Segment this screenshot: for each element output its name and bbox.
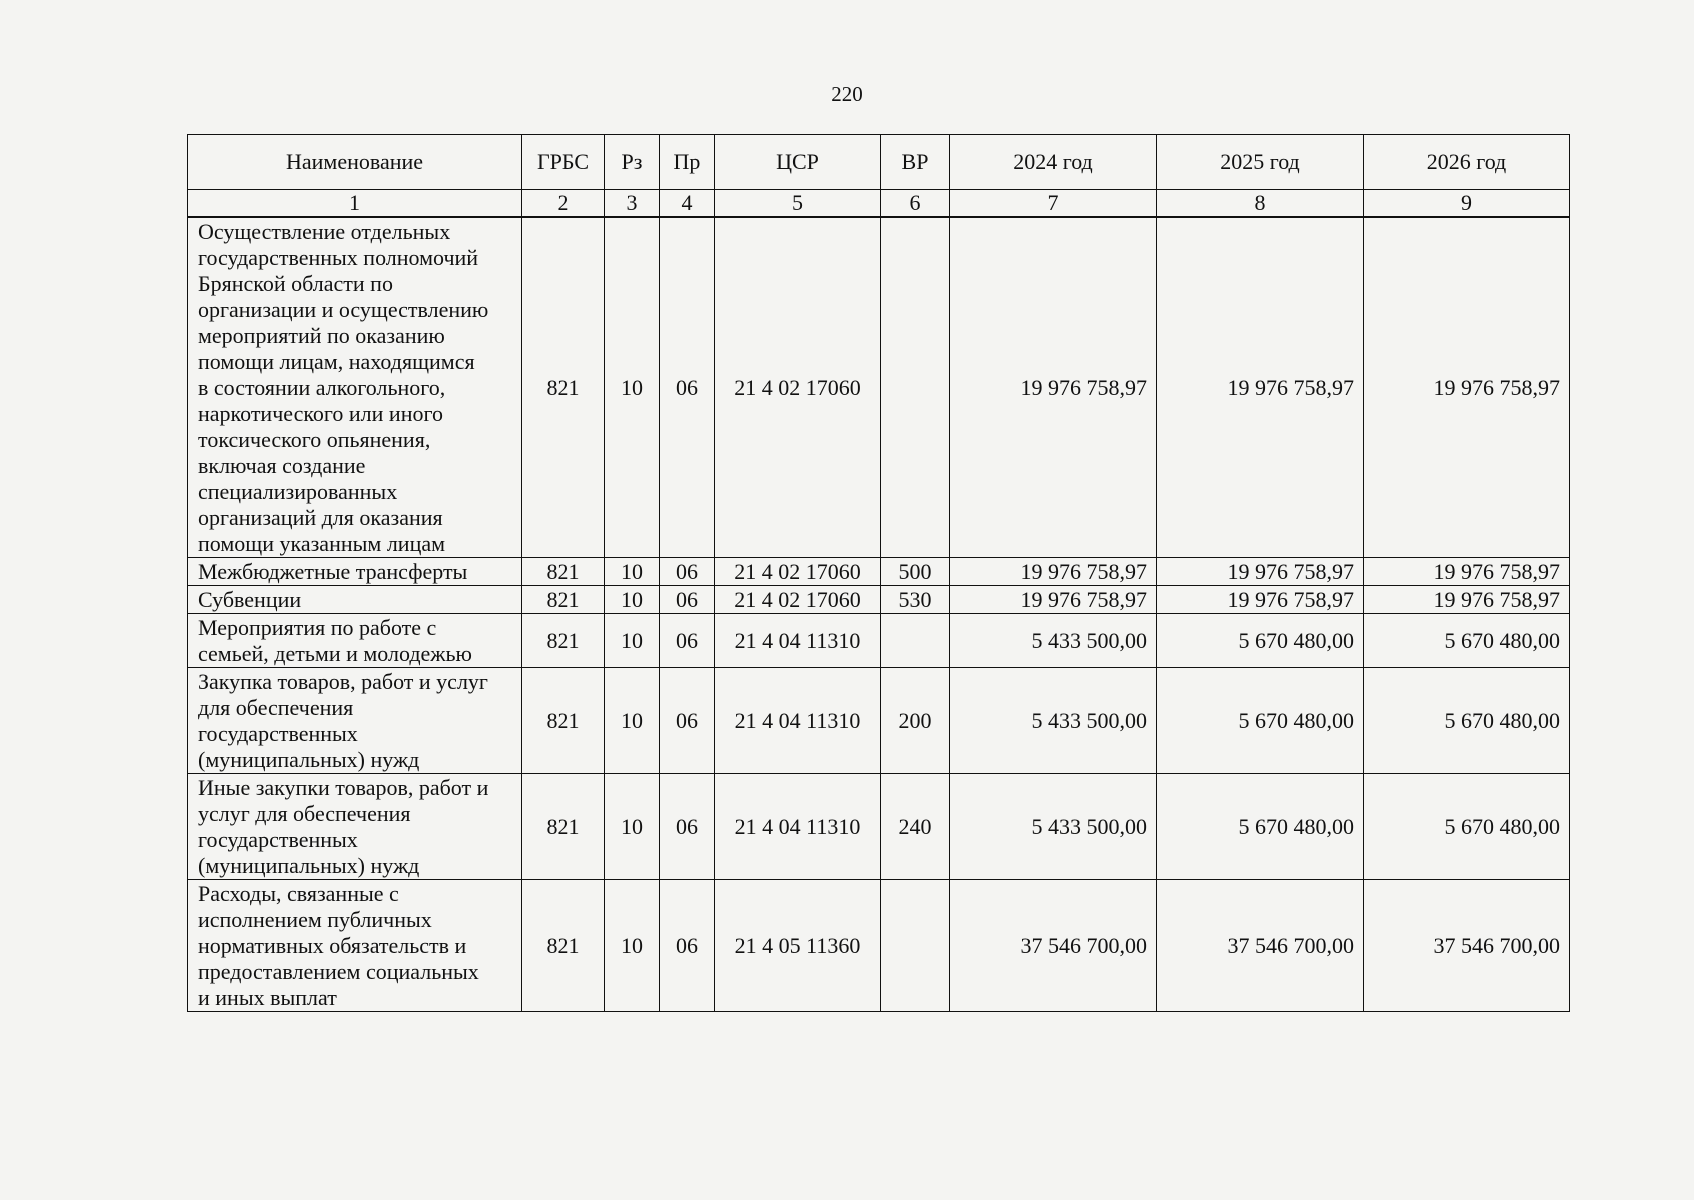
row-grbs: 821: [522, 558, 605, 586]
row-amount-2025: 5 670 480,00: [1157, 614, 1364, 668]
row-amount-2025: 19 976 758,97: [1157, 217, 1364, 558]
row-amount-2025: 37 546 700,00: [1157, 880, 1364, 1012]
row-pr: 06: [660, 774, 715, 880]
row-pr: 06: [660, 668, 715, 774]
table-row: [188, 880, 1570, 1012]
table-body: [188, 190, 1570, 1012]
row-rz: 10: [605, 614, 660, 668]
column-number: 8: [1157, 190, 1364, 218]
row-vr: 500: [881, 558, 950, 586]
row-grbs: 821: [522, 774, 605, 880]
row-grbs: 821: [522, 668, 605, 774]
column-number: 3: [605, 190, 660, 218]
row-grbs: 821: [522, 614, 605, 668]
row-csr: 21 4 04 11310: [715, 774, 881, 880]
row-amount-2024: 37 546 700,00: [950, 880, 1157, 1012]
header-2025: 2025 год: [1157, 135, 1364, 190]
row-csr: 21 4 02 17060: [715, 217, 881, 558]
row-csr: 21 4 05 11360: [715, 880, 881, 1012]
row-amount-2025: 5 670 480,00: [1157, 774, 1364, 880]
column-number: 2: [522, 190, 605, 218]
row-grbs: 821: [522, 880, 605, 1012]
table-row: [188, 774, 1570, 880]
row-name: Субвенции: [188, 586, 522, 614]
header-2024: 2024 год: [950, 135, 1157, 190]
header-vr: ВР: [881, 135, 950, 190]
row-csr: 21 4 02 17060: [715, 586, 881, 614]
row-name: Иные закупки товаров, работ и услуг для обеспечения государственных (муниципальных) нужд: [188, 774, 522, 880]
table-row: [188, 586, 1570, 614]
row-amount-2024: 5 433 500,00: [950, 614, 1157, 668]
header-pr: Пр: [660, 135, 715, 190]
row-vr: 240: [881, 774, 950, 880]
table-row: [188, 668, 1570, 774]
row-csr: 21 4 04 11310: [715, 614, 881, 668]
row-csr: 21 4 04 11310: [715, 668, 881, 774]
row-vr: 530: [881, 586, 950, 614]
row-name: Осуществление отдельных государственных полномочий Брянской области по организации и осуществлению мероприятий по оказанию помощи лицам, находящимся в состоянии алкогольного, наркотического или иного токсического опьянения, включая создание специализированных организаций для оказания помощи указанным лицам: [188, 217, 522, 558]
row-amount-2024: 5 433 500,00: [950, 668, 1157, 774]
column-number: 5: [715, 190, 881, 218]
row-amount-2026: 5 670 480,00: [1364, 668, 1570, 774]
row-rz: 10: [605, 558, 660, 586]
row-vr: [881, 217, 950, 558]
row-name: Мероприятия по работе с семьей, детьми и молодежью: [188, 614, 522, 668]
column-number: 1: [188, 190, 522, 218]
row-name: Закупка товаров, работ и услуг для обеспечения государственных (муниципальных) нужд: [188, 668, 522, 774]
column-number: 6: [881, 190, 950, 218]
table-header: [188, 135, 1570, 190]
row-vr: 200: [881, 668, 950, 774]
row-rz: 10: [605, 774, 660, 880]
header-rz: Рз: [605, 135, 660, 190]
row-rz: 10: [605, 880, 660, 1012]
header-2026: 2026 год: [1364, 135, 1570, 190]
row-pr: 06: [660, 558, 715, 586]
header-name: Наименование: [188, 135, 522, 190]
table-row: [188, 558, 1570, 586]
row-amount-2026: 37 546 700,00: [1364, 880, 1570, 1012]
row-vr: [881, 614, 950, 668]
column-number-row: [188, 190, 1570, 218]
row-grbs: 821: [522, 217, 605, 558]
row-grbs: 821: [522, 586, 605, 614]
header-grbs: ГРБС: [522, 135, 605, 190]
row-amount-2025: 19 976 758,97: [1157, 558, 1364, 586]
row-name: Межбюджетные трансферты: [188, 558, 522, 586]
row-pr: 06: [660, 880, 715, 1012]
row-rz: 10: [605, 217, 660, 558]
budget-table: [187, 134, 1570, 1012]
column-number: 4: [660, 190, 715, 218]
header-csr: ЦСР: [715, 135, 881, 190]
row-amount-2024: 5 433 500,00: [950, 774, 1157, 880]
row-amount-2025: 5 670 480,00: [1157, 668, 1364, 774]
row-rz: 10: [605, 668, 660, 774]
row-pr: 06: [660, 586, 715, 614]
row-amount-2026: 19 976 758,97: [1364, 558, 1570, 586]
row-amount-2024: 19 976 758,97: [950, 586, 1157, 614]
page-number: 220: [831, 82, 863, 106]
row-amount-2026: 5 670 480,00: [1364, 614, 1570, 668]
table-row: [188, 217, 1570, 558]
row-amount-2025: 19 976 758,97: [1157, 586, 1364, 614]
row-amount-2026: 19 976 758,97: [1364, 586, 1570, 614]
row-rz: 10: [605, 586, 660, 614]
row-vr: [881, 880, 950, 1012]
row-amount-2026: 5 670 480,00: [1364, 774, 1570, 880]
row-csr: 21 4 02 17060: [715, 558, 881, 586]
row-amount-2024: 19 976 758,97: [950, 558, 1157, 586]
table-row: [188, 614, 1570, 668]
row-pr: 06: [660, 614, 715, 668]
row-pr: 06: [660, 217, 715, 558]
column-number: 7: [950, 190, 1157, 218]
header-row: [188, 135, 1570, 190]
column-number: 9: [1364, 190, 1570, 218]
row-amount-2026: 19 976 758,97: [1364, 217, 1570, 558]
row-name: Расходы, связанные с исполнением публичных нормативных обязательств и предоставлением социальных и иных выплат: [188, 880, 522, 1012]
row-amount-2024: 19 976 758,97: [950, 217, 1157, 558]
